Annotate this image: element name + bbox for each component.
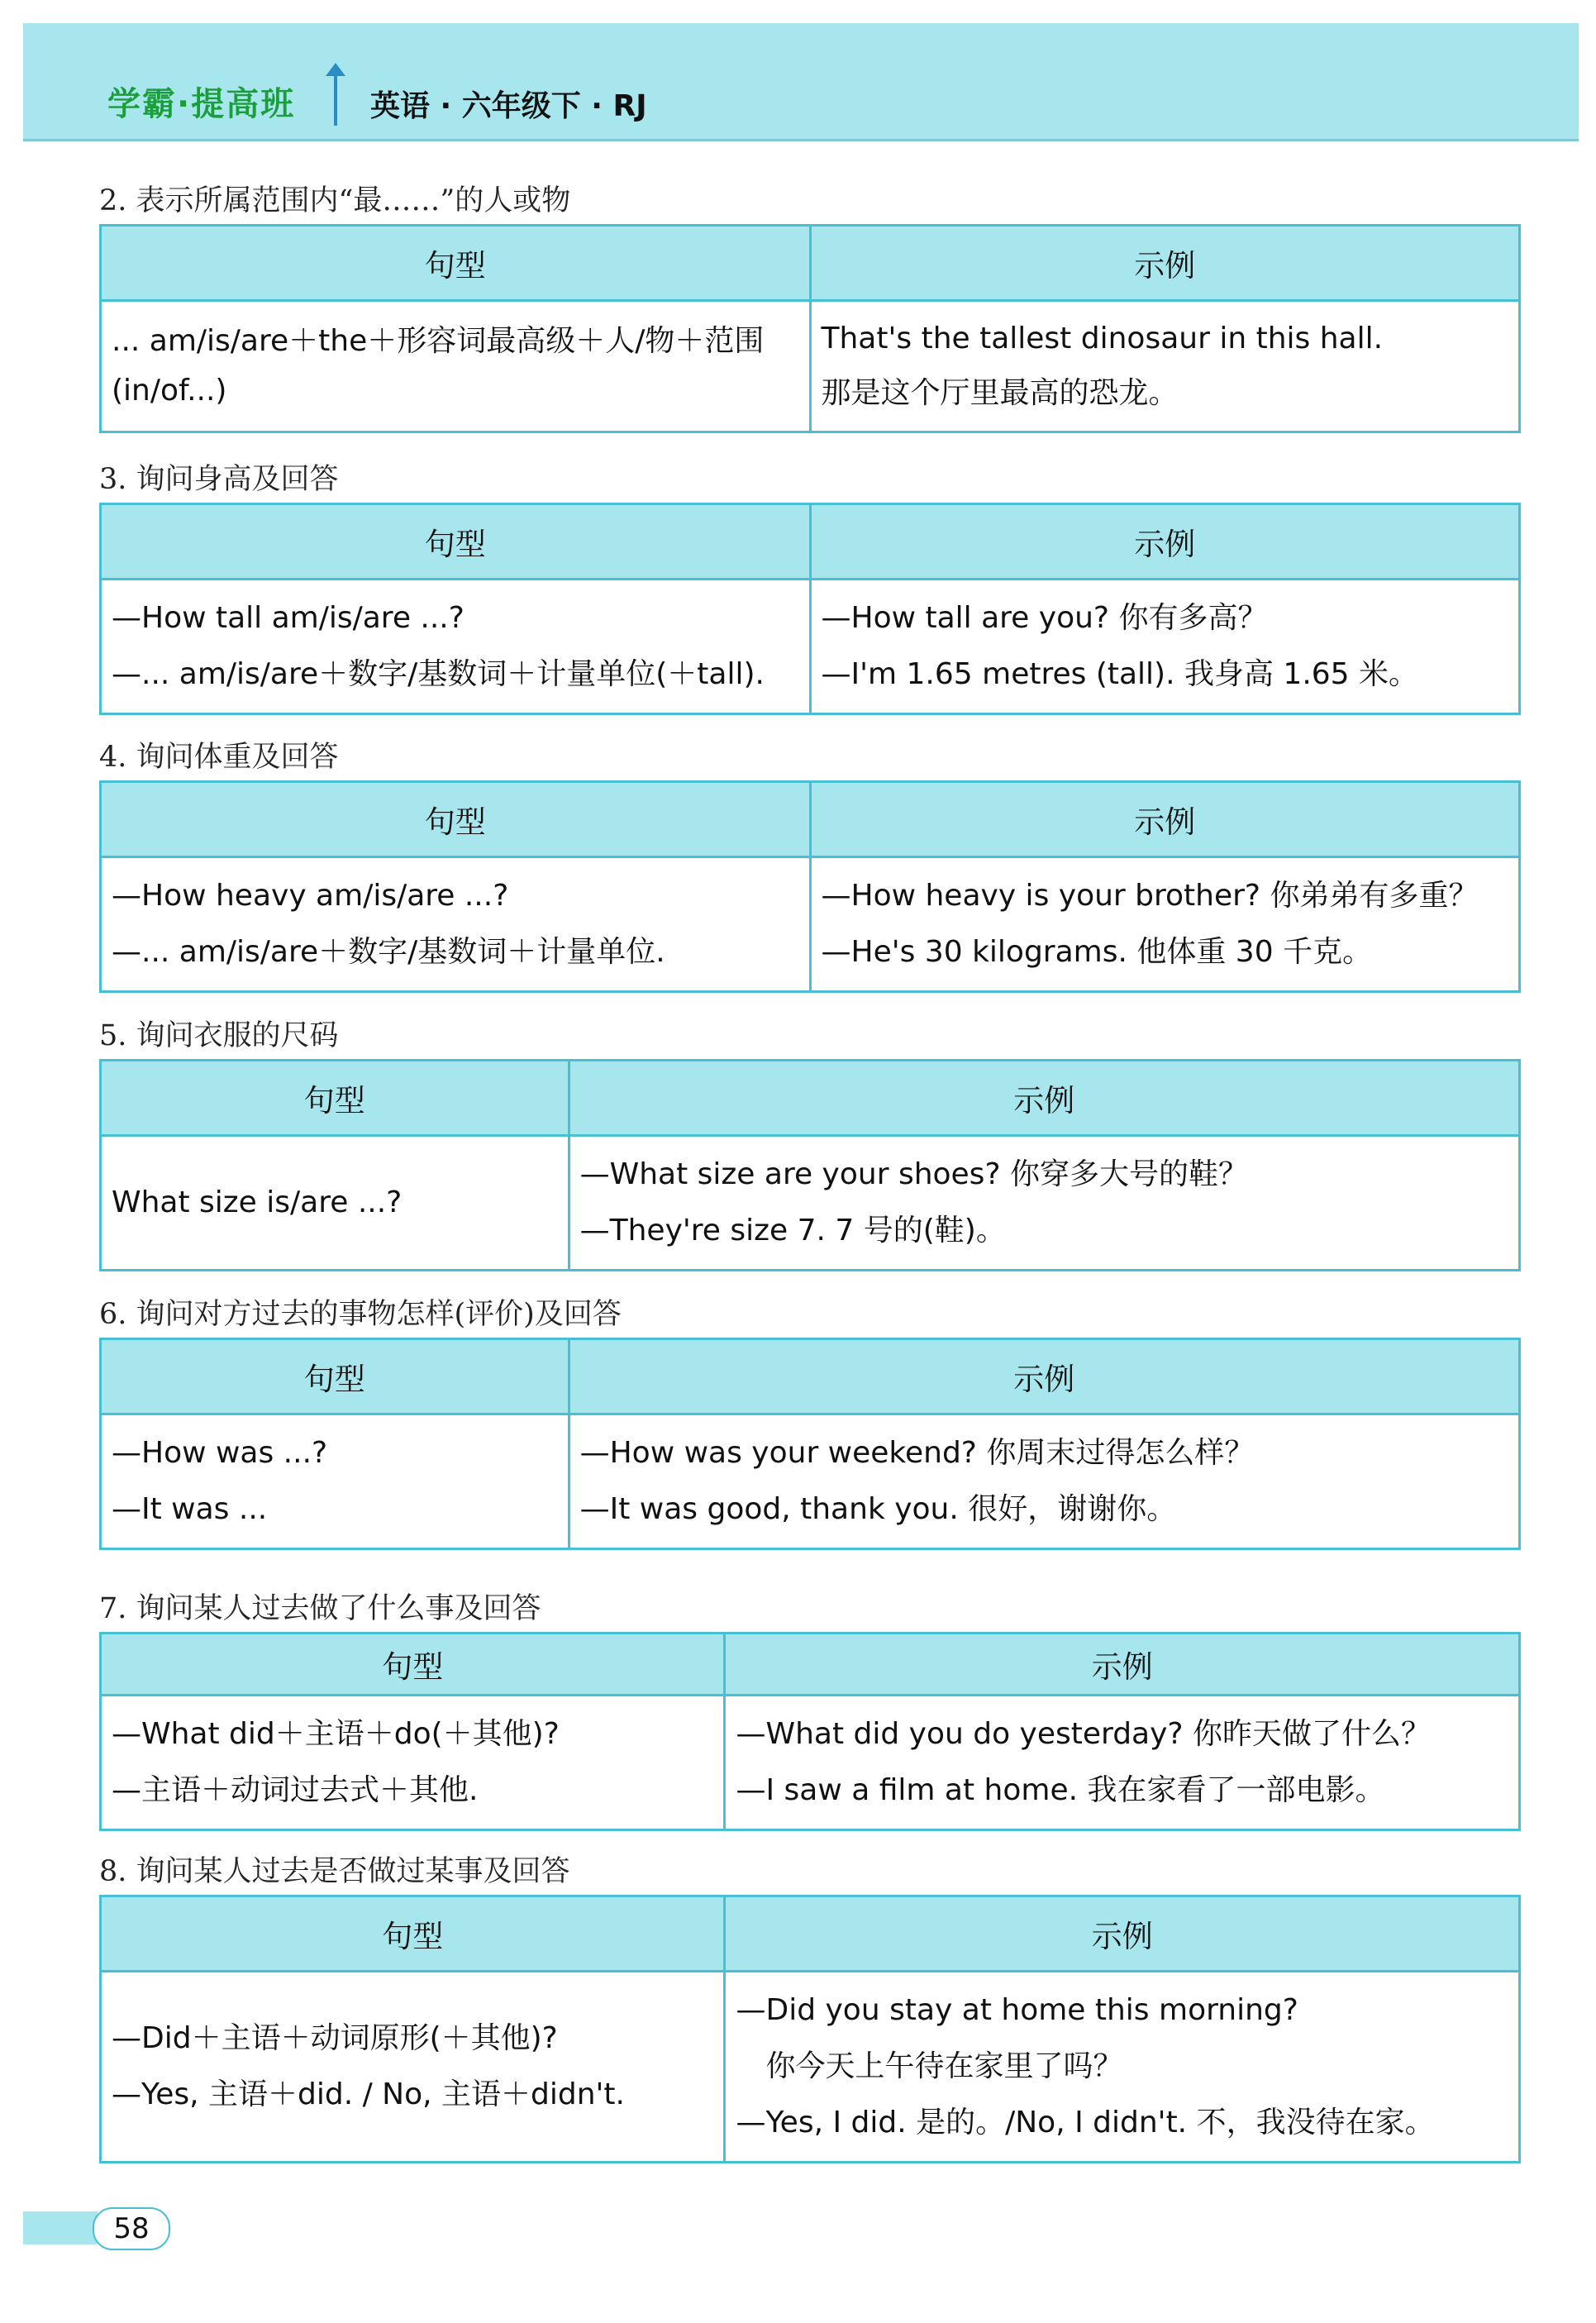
header-pattern: 句型 [101,782,811,857]
grammar-table [99,503,1521,715]
page-number-band [23,2211,98,2244]
pattern-cell: —How was ...? —It was ... [101,1414,569,1549]
example-cell: —How heavy is your brother? 你弟弟有多重？ —He's 30 kilograms. 他体重 30 千克。 [810,857,1520,992]
page-number: 58 [93,2207,170,2250]
section-title: 5. 询问衣服的尺码 [99,1019,339,1052]
pattern-cell: —What did＋主语＋do(＋其他)? —主语＋动词过去式＋其他. [101,1696,725,1830]
header-example: 示例 [810,504,1520,580]
header-pattern: 句型 [101,1061,569,1136]
pattern-cell: ... am/is/are＋the＋形容词最高级＋人/物＋范围(in/of...) [101,301,811,432]
section-title: 7. 询问某人过去做了什么事及回答 [99,1592,541,1625]
section-title: 8. 询问某人过去是否做过某事及回答 [99,1855,570,1888]
section-title: 3. 询问身高及回答 [99,463,339,496]
grammar-table [99,1338,1521,1550]
subject-title: 英语 · 六年级下 · RJ [370,89,647,123]
header-example: 示例 [810,782,1520,857]
example-cell: —How was your weekend? 你周末过得怎么样？ —It was good, thank you. 很好，谢谢你。 [569,1414,1519,1549]
pattern-cell: —How heavy am/is/are ...? —... am/is/are＋数字/基数词＋计量单位. [101,857,811,992]
grammar-table [99,780,1521,993]
section-past-evaluation [99,1291,1521,1550]
section-height [99,456,1521,715]
header-pattern: 句型 [101,226,811,301]
pattern-cell: —Did＋主语＋动词原形(＋其他)? —Yes, 主语＋did. / No, 主语＋didn't. [101,1972,725,2163]
header-example: 示例 [725,1634,1520,1696]
grammar-table [99,1059,1521,1271]
header-example: 示例 [810,226,1520,301]
section-size [99,1013,1521,1271]
section-past-yes-no [99,1848,1521,2163]
pattern-cell: What size is/are ...? [101,1136,569,1271]
example-cell: That's the tallest dinosaur in this hall. 那是这个厅里最高的恐龙。 [810,301,1520,432]
section-title: 4. 询问体重及回答 [99,741,339,774]
up-arrow-stem [334,71,337,126]
header-pattern: 句型 [101,1634,725,1696]
brand-logo: 学霸·提高班 [107,85,296,123]
header-pattern: 句型 [101,1339,569,1414]
pattern-cell: —How tall am/is/are ...? —... am/is/are＋数字/基数词＋计量单位(＋tall). [101,580,811,714]
section-title: 2. 表示所属范围内“最……”的人或物 [99,184,571,217]
grammar-table [99,224,1521,433]
example-cell: —How tall are you? 你有多高？ —I'm 1.65 metres (tall). 我身高 1.65 米。 [810,580,1520,714]
section-title: 6. 询问对方过去的事物怎样(评价)及回答 [99,1298,622,1331]
example-cell: —What did you do yesterday? 你昨天做了什么？ —I saw a film at home. 我在家看了一部电影。 [725,1696,1520,1830]
header-example: 示例 [569,1061,1519,1136]
section-past-activity [99,1586,1521,1831]
grammar-table [99,1895,1521,2163]
example-cell: —Did you stay at home this morning? 你今天上午待在家里了吗？ —Yes, I did. 是的。/No, I didn't. 不，我没待在家。 [725,1972,1520,2163]
header-example: 示例 [725,1896,1520,1972]
header-pattern: 句型 [101,504,811,580]
header-example: 示例 [569,1339,1519,1414]
section-superlative [99,178,1521,433]
grammar-table [99,1632,1521,1831]
example-cell: —What size are your shoes? 你穿多大号的鞋？ —They're size 7. 7 号的(鞋)。 [569,1136,1519,1271]
section-weight [99,734,1521,993]
header-pattern: 句型 [101,1896,725,1972]
